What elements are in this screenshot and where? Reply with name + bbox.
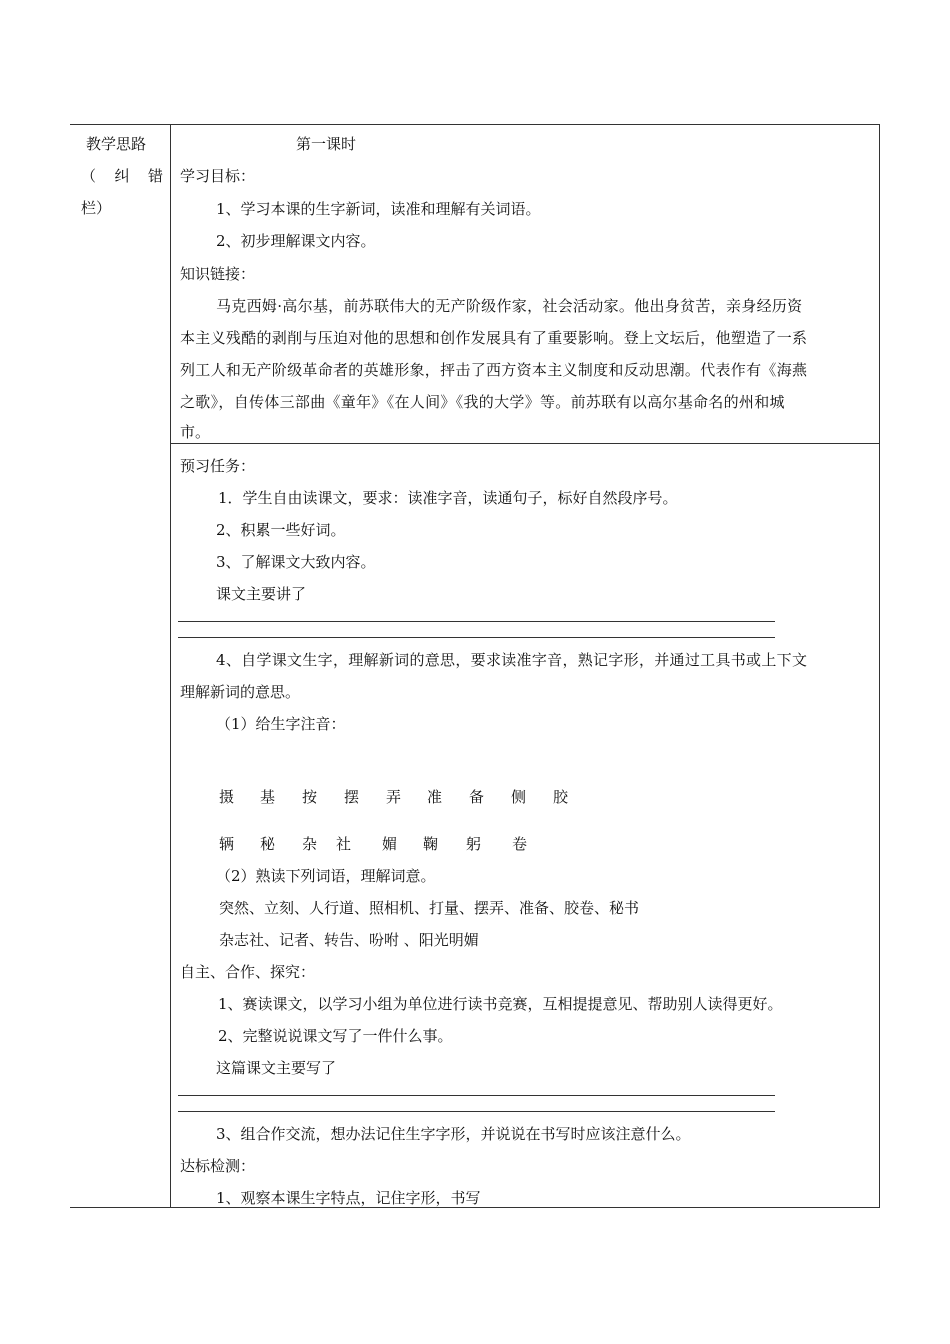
vocab-char: 辆 xyxy=(219,835,235,853)
words-line: 突然、立刻、人行道、照相机、打量、摆弄、准备、胶卷、秘书 xyxy=(219,899,640,917)
explore-prompt: 这篇课文主要写了 xyxy=(216,1059,337,1077)
vocab-char: 媚 xyxy=(382,835,398,853)
vocab-char: 按 xyxy=(302,788,318,806)
vocab-char: 社 xyxy=(336,835,352,853)
lesson-title: 第一课时 xyxy=(296,135,357,153)
task-1: 1．学生自由读课文，要求：读准字音，读通句子，标好自然段序号。 xyxy=(218,489,678,507)
goal-2: 2、初步理解课文内容。 xyxy=(216,232,376,250)
summary-prompt: 课文主要讲了 xyxy=(216,585,307,603)
column-divider xyxy=(170,124,171,1208)
vocab-char: 基 xyxy=(260,788,276,806)
vocab-char: 弄 xyxy=(386,788,402,806)
bio-line: 列工人和无产阶级革命者的英雄形象，抨击了西方资本主义制度和反动思潮。代表作有《海燕 xyxy=(180,361,808,379)
vocab-char: 备 xyxy=(469,788,485,806)
bio-line: 市。 xyxy=(180,423,211,441)
note-paren: （ xyxy=(81,167,97,185)
vocab-char: 鞠 xyxy=(423,835,439,853)
bio-line: 马克西姆·高尔基，前苏联伟大的无产阶级作家，社会活动家。他出身贫苦，亲身经历资 xyxy=(216,297,803,315)
words-line: 杂志社、记者、转告、吩咐 、阳光明媚 xyxy=(219,931,479,949)
vocab-char: 杂 xyxy=(302,835,318,853)
explore-2: 2、完整说说课文写了一件什么事。 xyxy=(218,1027,453,1045)
task-2: 2、积累一些好词。 xyxy=(216,521,346,539)
vocab-char: 秘 xyxy=(260,835,276,853)
answer-line xyxy=(178,1095,775,1096)
preview-heading: 预习任务： xyxy=(180,457,256,475)
answer-line xyxy=(178,1111,775,1112)
explore-3: 3、组合作交流，想办法记住生字字形，并说说在书写时应该注意什么。 xyxy=(216,1125,691,1143)
bio-line: 之歌》，自传体三部曲《童年》《在人间》《我的大学》等。前苏联有以高尔基命名的州和城 xyxy=(180,393,785,411)
words-heading: （2）熟读下列词语，理解词意。 xyxy=(216,867,436,885)
vocab-char: 准 xyxy=(427,788,443,806)
bio-line: 本主义残酷的剥削与压迫对他的思想和创作发展具有了重要影响。登上文坛后，他塑造了一系 xyxy=(180,329,808,347)
row-divider xyxy=(171,443,880,444)
answer-line xyxy=(178,637,775,638)
explore-heading: 自主、合作、探究： xyxy=(180,963,316,981)
note-char-1: 纠 xyxy=(114,167,130,185)
left-column-title: 教学思路 xyxy=(86,135,147,153)
task-3: 3、了解课文大致内容。 xyxy=(216,553,376,571)
knowledge-heading: 知识链接： xyxy=(180,265,256,283)
goal-1: 1、学习本课的生字新词，读准和理解有关词语。 xyxy=(216,200,541,218)
check-heading: 达标检测： xyxy=(180,1157,256,1175)
pinyin-heading: （1）给生字注音： xyxy=(216,715,346,733)
vocab-char: 侧 xyxy=(511,788,527,806)
goals-heading: 学习目标： xyxy=(180,167,256,185)
vocab-char: 摆 xyxy=(344,788,360,806)
task-4-cont: 理解新词的意思。 xyxy=(180,683,301,701)
vocab-char: 胶 xyxy=(553,788,569,806)
left-column-note-row xyxy=(81,166,163,186)
left-column-note-end: 栏） xyxy=(81,199,112,217)
task-4: 4、自学课文生字，理解新词的意思，要求读准字音，熟记字形，并通过工具书或上下文 xyxy=(216,651,808,669)
explore-1: 1、赛读课文，以学习小组为单位进行读书竞赛，互相提提意见、帮助别人读得更好。 xyxy=(218,995,783,1013)
vocab-char: 躬 xyxy=(466,835,482,853)
vocab-char: 摄 xyxy=(219,788,235,806)
note-char-2: 错 xyxy=(147,167,163,185)
vocab-char: 卷 xyxy=(512,835,528,853)
check-1: 1、观察本课生字特点，记住字形，书写 xyxy=(216,1189,481,1207)
answer-line xyxy=(178,621,775,622)
